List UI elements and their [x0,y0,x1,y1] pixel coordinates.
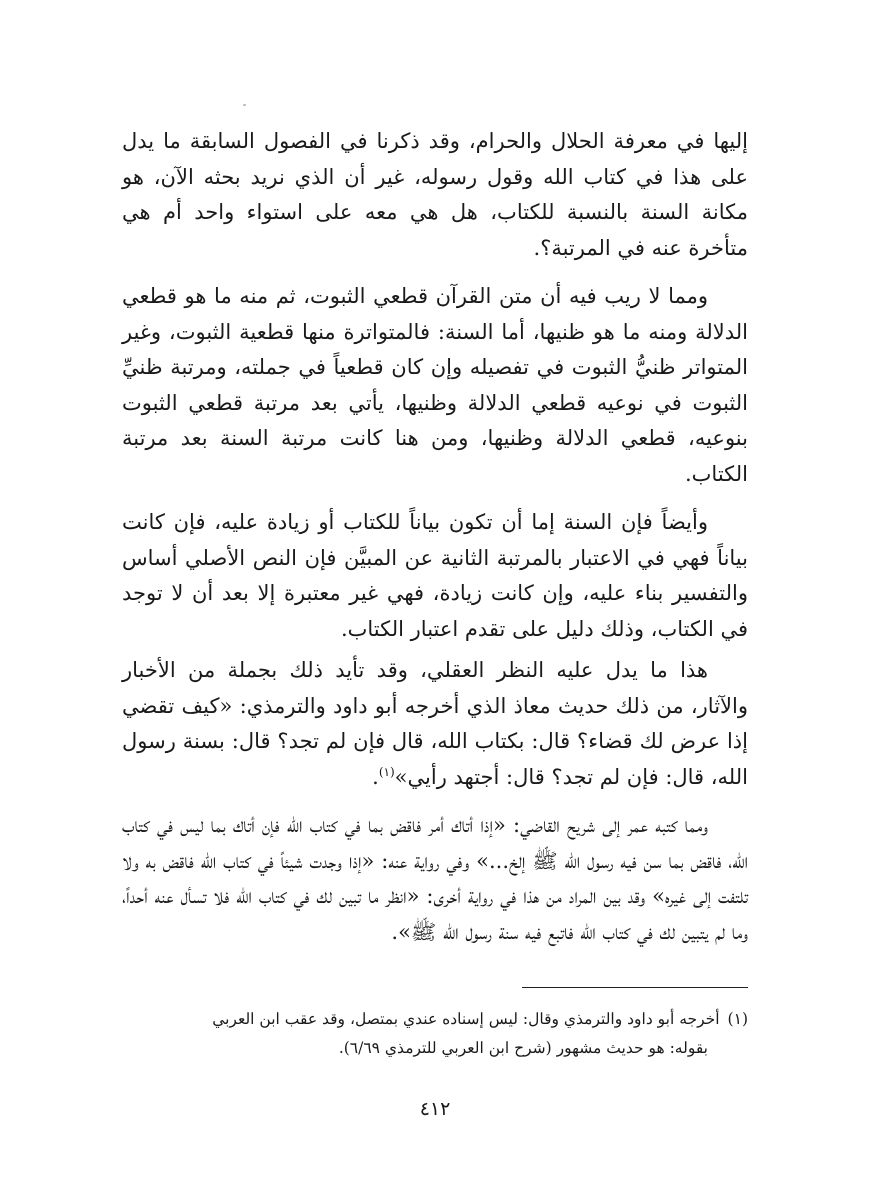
paragraph-2-text: ومما لا ريب فيه أن متن القرآن قطعي الثبوت، ثم منه ما هو قطعي الدلالة ومنه ما هو ظنيها، أما السنة: فالمتواترة منها قطعية الثبوت، وغير المتواتر ظنيُّ الثبوت في تفصيله وإن كان قطعياً في جملته، ومرتبة ظنيِّ الثبوت في نوعيه قطعي الدلالة وظنيها، يأتي بعد مرتبة قطعي الثبوت بنوعيه، قطعي الدلالة وظنيها، ومن هنا كانت مرتبة السنة بعد مرتبة الكتاب. [122,284,748,486]
footnote-1-line1: أخرجه أبو داود والترمذي وقال: ليس إسناده عندي بمتصل، وقد عقب ابن العربي [212,1010,720,1028]
main-text-body [122,124,748,963]
scan-speck [243,104,246,106]
paragraph-1-text: إليها في معرفة الحلال والحرام، وقد ذكرنا في الفصول السابقة ما يدل على هذا في كتاب الله وقول رسوله، غير أن الذي نريد بحثه الآن، هو مكانة السنة بالنسبة للكتاب، هل هي معه على استواء واحد أم هي متأخرة عنه في المرتبة؟. [122,129,748,260]
paragraph-4 [122,653,748,795]
paragraph-5-text: ومما كتبه عمر إلى شريح القاضي: «إذا أتاك أمر فاقض بما في كتاب الله فإن أتاك بما ليس في كتاب الله، فاقض بما سن فيه رسول الله ﷺ إلخ...» وفي رواية عنه: «إذا وجدت شيئاً في كتاب الله فاقض به ولا تلتفت إلى غيره» وقد بين المراد من هذا في رواية أخرى: «انظر ما تبين لك في كتاب الله فلا تسأل عنه أحداً، وما لم يتبين لك في كتاب الله فاتبع فيه سنة رسول الله ﷺ». [122,813,748,944]
paragraph-2 [122,279,748,492]
paragraph-4-tail: . [372,764,379,789]
paragraph-3 [122,505,748,647]
paragraph-1 [122,124,748,266]
page-number: ٤١٢ [419,1098,451,1120]
footnote-reference[interactable]: (١) [378,764,395,779]
footnote-1-number: (١) [727,1010,748,1028]
paragraph-3-text: وأيضاً فإن السنة إما أن تكون بياناً للكتاب أو زيادة عليه، فإن كانت بياناً فهي في الاعتبار بالمرتبة الثانية عن المبيَّن فإن النص الأصلي أساس والتفسير بناء عليه، وإن كانت زيادة، فهي غير معتبرة إلا بعد أن لا توجد في الكتاب، وذلك دليل على تقدم اعتبار الكتاب. [122,510,748,641]
footnote-1 [122,1005,748,1034]
paragraph-5 [122,808,748,950]
footnotes-section [122,1005,748,1063]
paragraph-4-text: هذا ما يدل عليه النظر العقلي، وقد تأيد ذلك بجملة من الأخبار والآثار، من ذلك حديث معاذ الذي أخرجه أبو داود والترمذي: «كيف تقضي إذا عرض لك قضاء؟ قال: بكتاب الله، قال فإن لم تجد؟ قال: بسنة رسول الله، قال: فإن لم تجد؟ قال: أجتهد رأيي» [122,658,748,789]
footnote-divider [522,987,748,988]
footnote-1-line2: بقوله: هو حديث مشهور (شرح ابن العربي للترمذي ٦/٦٩). [338,1039,708,1057]
